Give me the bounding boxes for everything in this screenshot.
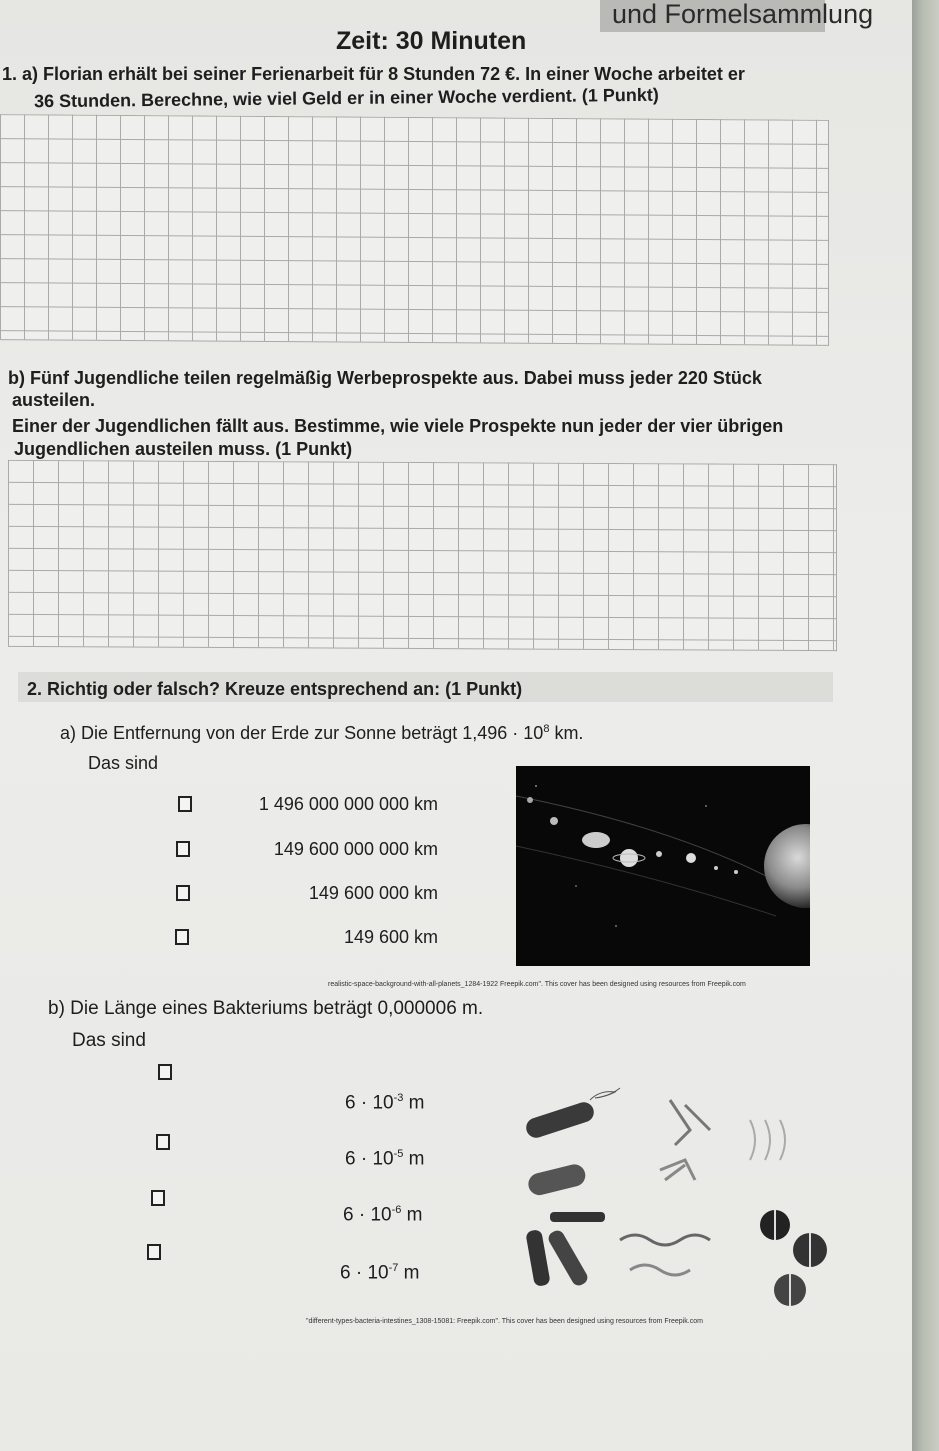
answer-grid-1b[interactable]: [8, 460, 837, 651]
option-2a-4: 149 600 km: [343, 927, 438, 947]
task1b-line2: austeilen.: [12, 390, 96, 410]
option-2b-2: $6 \cdot 10^{-5}$ m: [345, 1148, 425, 1170]
task2-title: 2. Richtig oder falsch? Kreuze entsprechend an: (1 Punkt): [27, 679, 523, 699]
option-2a-1: 1 496 000 000 000 km: [258, 794, 438, 814]
task1b-line4: Jugendlichen austeilen muss. (1 Punkt): [14, 439, 353, 459]
task2b-das-sind: Das sind: [72, 1030, 146, 1051]
task2a-statement: a) Die Entfernung von der Erde zur Sonne beträgt $1,496 \cdot 10^8$ km.: [60, 723, 584, 743]
checkbox-2b-option-1[interactable]: [158, 1064, 172, 1080]
bacteria-image: [520, 1080, 840, 1310]
answer-grid-1a[interactable]: [0, 114, 829, 346]
task1a-line2: 36 Stunden. Berechne, wie viel Geld er in einer Woche verdient. (1 Punkt): [33, 84, 659, 112]
checkbox-2b-option-3[interactable]: [151, 1190, 165, 1206]
task2a-das-sind: Das sind: [88, 753, 159, 773]
option-2a-2: 149 600 000 000 km: [273, 839, 438, 859]
task1b-line1: b) Fünf Jugendliche teilen regelmäßig Werbeprospekte aus. Dabei muss jeder 220 Stück: [8, 368, 762, 388]
image-credit-space: realistic-space-background-with-all-planets_1284-1922 Freepik.com". This cover has been designed using resources from Freepik.com: [328, 981, 746, 988]
task2b-statement: b) Die Länge eines Bakteriums beträgt 0,000006 m.: [48, 998, 484, 1019]
header-title: und Formelsammlung: [612, 0, 874, 29]
image-credit-bacteria: "different-types-bacteria-intestines_1308-15081: Freepik.com". This cover has been designed using resources from Freepik.com: [306, 1318, 703, 1325]
checkbox-2b-option-2[interactable]: [156, 1134, 170, 1150]
option-2a-3: 149 600 000 km: [308, 883, 438, 903]
checkbox-2b-option-4[interactable]: [147, 1244, 161, 1260]
background-edge: [912, 0, 939, 1451]
task1a-line1: 1. a) Florian erhält bei seiner Ferienarbeit für 8 Stunden 72 €. In einer Woche arbeitet er: [2, 64, 745, 84]
option-2b-4: $6 \cdot 10^{-7}$ m: [340, 1262, 420, 1284]
option-2b-3: $6 \cdot 10^{-6}$ m: [343, 1204, 423, 1226]
option-2b-1: $6 \cdot 10^{-3}$ m: [345, 1092, 425, 1114]
task1b-line3: Einer der Jugendlichen fällt aus. Bestimme, wie viele Prospekte nun jeder der vier übrigen: [12, 416, 784, 436]
time-label: Zeit: 30 Minuten: [336, 27, 527, 55]
solar-system-image: [516, 766, 810, 966]
